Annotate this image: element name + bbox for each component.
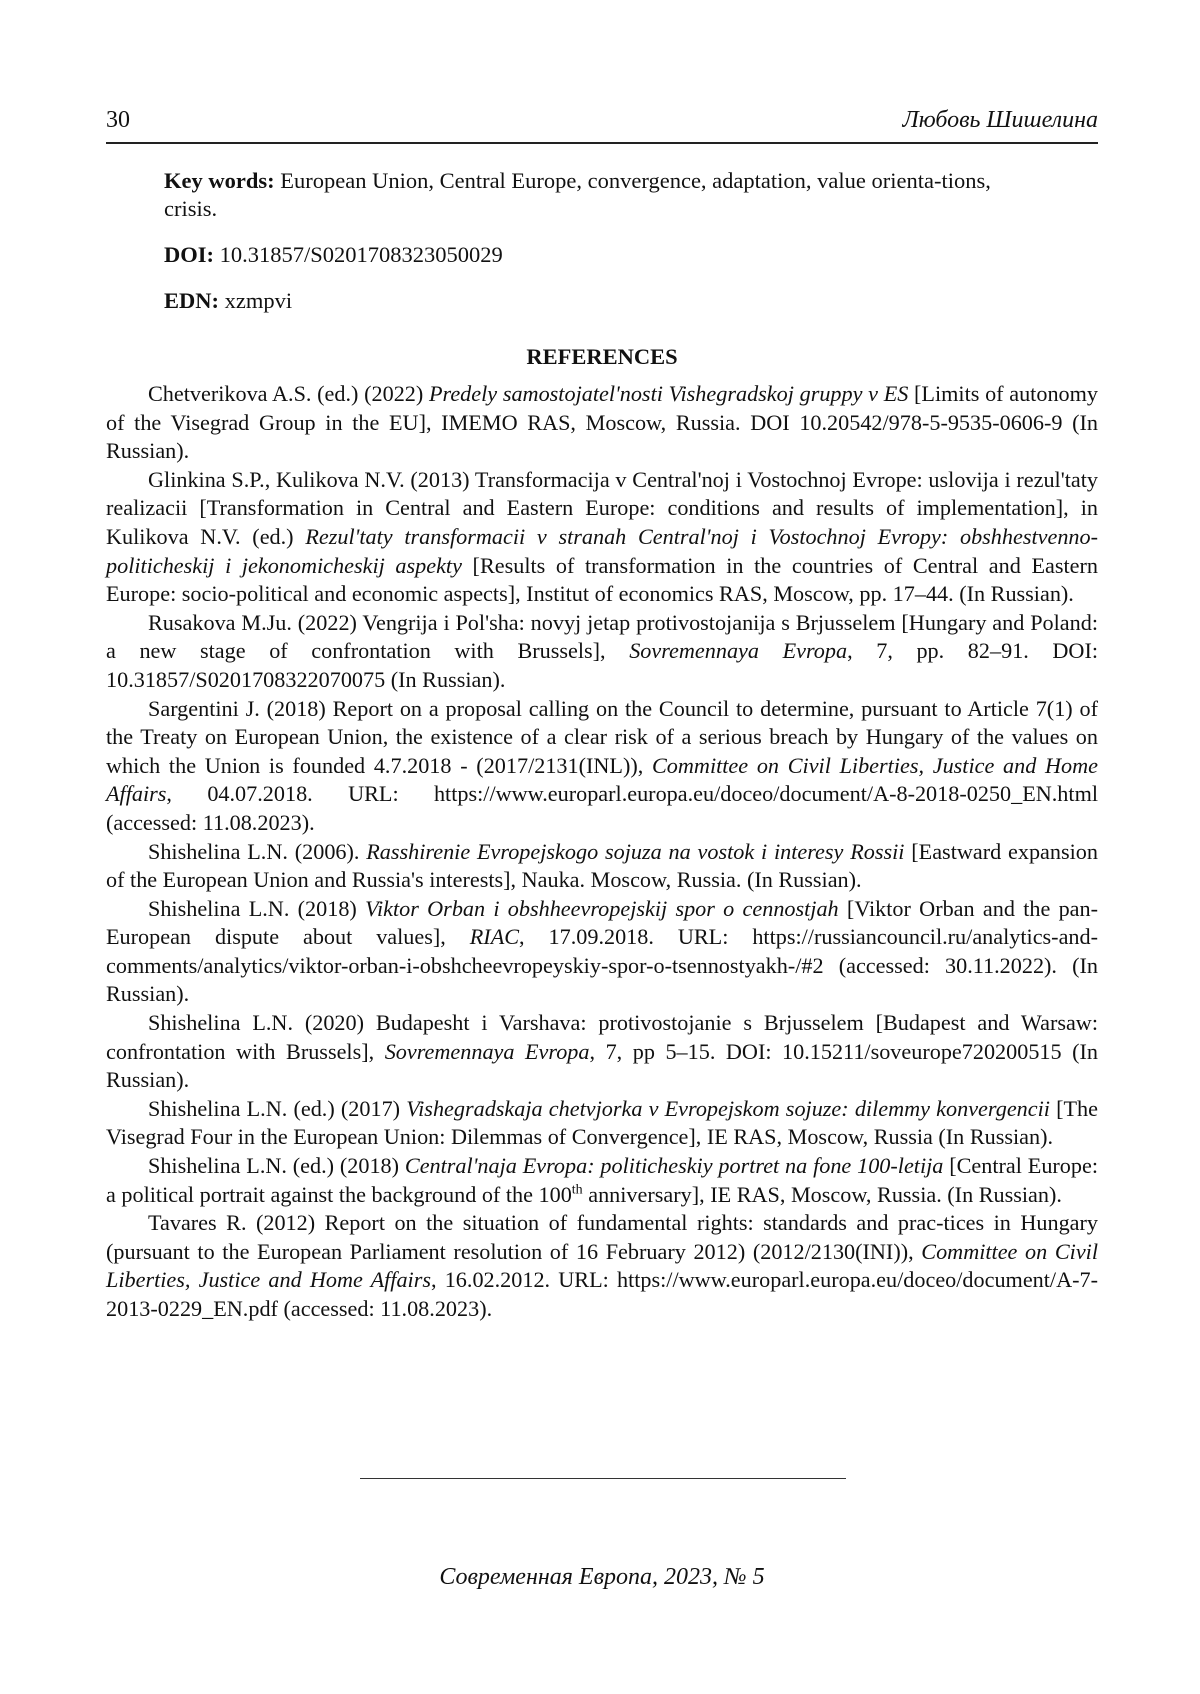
- references-list: [106, 380, 1098, 1324]
- footnote-separator: [360, 1478, 846, 1479]
- reference-item: [106, 466, 1098, 609]
- ref-text: , 16.02.2012. URL: https://www.europarl.europa.eu/doceo/document/A-7-2013-0229_EN.pdf (accessed: 11.08.2023).: [106, 1267, 1098, 1321]
- ref-title: RIAC: [469, 924, 520, 950]
- ref-text: [Central Europe: a political portrait against the background of the 100: [106, 1153, 1098, 1207]
- ref-text: Shishelina L.N. (2020) Budapesht i Varshava: protivostojanie s Brjusselem [Budapest and Warsaw: confrontation with Brussels],: [106, 1010, 1098, 1064]
- doi-value: 10.31857/S0201708323050029: [219, 242, 503, 267]
- ref-text: Sargentini J. (2018) Report on a proposal calling on the Council to determine, pursuant to Article 7(1) of the Treaty on European Union, the existence of a clear risk of a serious breach by Hungary of the values on which the Union is founded 4.7.2018 - (2017/2131(INL)),: [106, 695, 1098, 778]
- ref-text: Shishelina L.N. (2018): [148, 895, 366, 921]
- page-header: [106, 104, 1098, 144]
- ref-text: Shishelina L.N. (ed.) (2017): [148, 1095, 407, 1121]
- ref-text: , 04.07.2018. URL: https://www.europarl.europa.eu/doceo/document/A-8-2018-0250_EN.html (accessed: 11.08.2023).: [106, 781, 1098, 835]
- ref-text: Shishelina L.N. (2006).: [148, 838, 367, 864]
- ref-text: Chetverikova A.S. (ed.) (2022): [148, 381, 429, 406]
- reference-item: [106, 380, 1098, 466]
- ref-text: Tavares R. (2012) Report on the situation of fundamental rights: standards and prac-tices in Hungary (pursuant to the European Parliament resolution of 16 February 2012) (2012/2130(INI)),: [106, 1210, 1098, 1264]
- ref-text: [Results of transformation in the countries of Central and Eastern Europe: socio-political and economic aspects], Institut of economics RAS, Moscow, pp. 17–44. (In Russian).: [106, 552, 1098, 607]
- ref-title: Rezul'taty transformacii v stranah Central'noj i Vostochnoj Evropy: obshhestvenno-politicheskij i jekonomicheskij aspekty: [106, 523, 1098, 578]
- ref-text: , 7, pp. 82–91. DOI: 10.31857/S0201708322070075 (In Russian).: [106, 638, 1099, 692]
- edn-value: xzmpvi: [224, 288, 293, 313]
- keywords: [164, 167, 1044, 223]
- keywords-text: European Union, Central Europe, convergence, adaptation, value orienta-tions, crisis.: [164, 168, 991, 221]
- references-heading: REFERENCES: [526, 344, 678, 369]
- reference-item: [106, 838, 1098, 895]
- edn-label: EDN:: [164, 288, 219, 313]
- ref-title: Predely samostojatel'nosti Vishegradskoj gruppy v ES: [428, 381, 909, 406]
- reference-item: [106, 609, 1098, 695]
- page-number: 30: [106, 107, 130, 133]
- edn: [164, 287, 1044, 315]
- ref-text: [The Visegrad Four in the European Union: Dilemmas of Convergence], IE RAS, Moscow, Russia (In Russian).: [106, 1095, 1098, 1150]
- ref-text: , 7, pp 5–15. DOI: 10.15211/soveurope720200515 (In Russian).: [106, 1038, 1099, 1093]
- keywords-label: Key words:: [164, 168, 275, 193]
- ref-text: Shishelina L.N. (ed.) (2018): [148, 1153, 405, 1179]
- reference-item: [106, 895, 1098, 1009]
- ref-title: Central'naja Evropa: politicheskiy portret na fone 100-letija: [404, 1153, 944, 1179]
- journal-footer: Современная Европа, 2023, № 5: [439, 1564, 765, 1590]
- ref-text: , 17.09.2018. URL: https://russiancouncil.ru/analytics-and-comments/analytics/viktor-orban-i-obshcheevropeyskiy-spor-o-tsennostyakh-/#2 (accessed: 30.11.2022). (In Russian).: [106, 924, 1098, 1007]
- ref-title: Rasshirenie Evropejskogo sojuza na vostok i interesy Rossii: [366, 838, 905, 864]
- reference-item: [106, 1209, 1098, 1323]
- ref-title: Committee on Civil Liberties, Justice and Home Affairs: [106, 752, 1099, 807]
- ref-title: Sovremennaya Evropa: [384, 1038, 590, 1064]
- ref-text: Rusakova M.Ju. (2022) Vengrija i Pol'sha: novyj jetap protivostojanija s Brjusselem [Hungary and Poland: a new stage of confrontation with Brussels],: [106, 609, 1098, 664]
- reference-item: [106, 1095, 1098, 1152]
- ref-superscript: th: [571, 1182, 583, 1198]
- ref-title: Viktor Orban i obshheevropejskij spor o cennostjah: [365, 895, 839, 921]
- ref-title: Sovremennaya Evropa: [629, 638, 848, 664]
- reference-item: [106, 1009, 1098, 1095]
- reference-item: [106, 695, 1098, 838]
- running-head-author: Любовь Шишелина: [902, 107, 1098, 133]
- doi-label: DOI:: [164, 242, 214, 267]
- ref-text: anniversary], IE RAS, Moscow, Russia. (In Russian).: [582, 1181, 1062, 1207]
- ref-text: [Eastward expansion of the European Union and Russia's interests], Nauka. Moscow, Russia. (In Russian).: [106, 838, 1098, 893]
- ref-text: [Viktor Orban and the pan-European dispute about values],: [106, 895, 1098, 950]
- doi: [164, 241, 1044, 269]
- ref-title: Committee on Civil Liberties, Justice and Home Affairs: [106, 1238, 1098, 1293]
- ref-title: Vishegradskaja chetvjorka v Evropejskom sojuze: dilemmy konvergencii: [406, 1095, 1050, 1121]
- ref-text: Glinkina S.P., Kulikova N.V. (2013) Transformacija v Central'noj i Vostochnoj Evrope: uslovija i rezul'taty realizacii [Transformation in Central and Eastern Europe: conditions and results of implementation], in Kulikova N.V. (ed.): [106, 466, 1098, 549]
- ref-text: [Limits of autonomy of the Visegrad Group in the EU], IMEMO RAS, Moscow, Russia. DOI 10.20542/978-5-9535-0606-9 (In Russian).: [106, 381, 1098, 464]
- reference-item: [106, 1152, 1098, 1209]
